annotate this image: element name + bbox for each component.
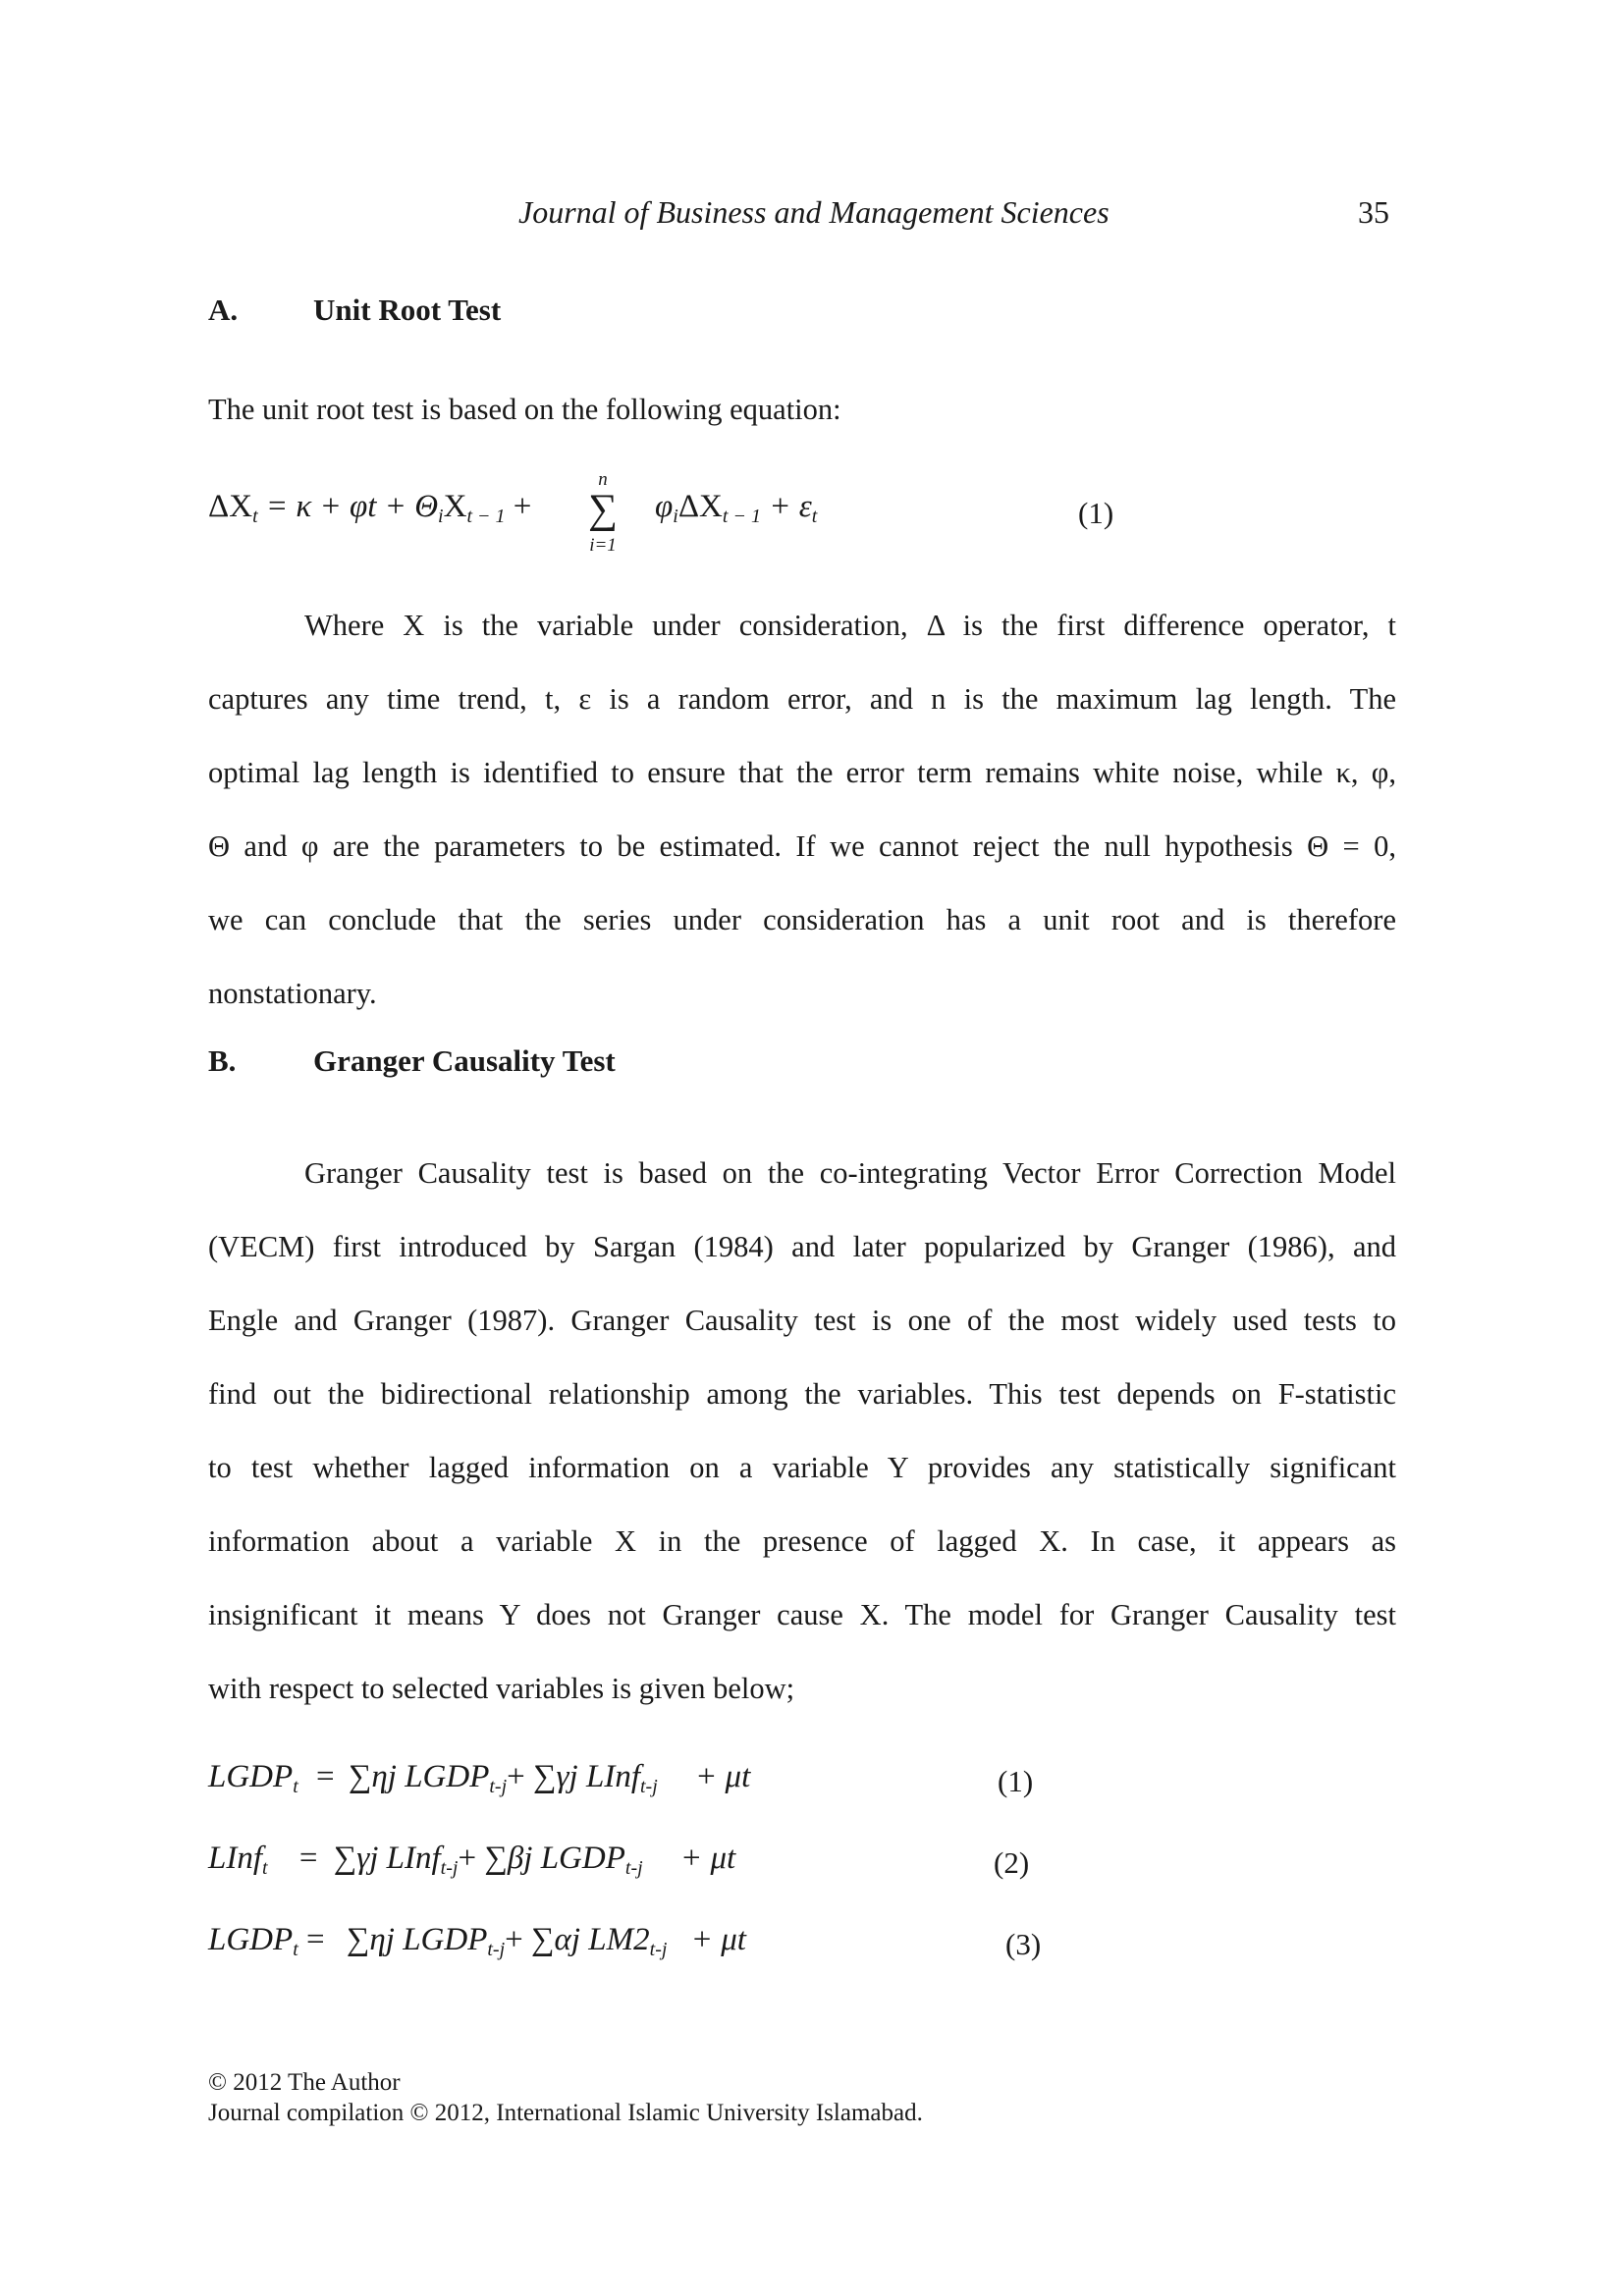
eq-tail-sub: t [811,506,818,527]
eq1-term2-sub: t-j [640,1776,658,1797]
section-a-intro: The unit root test is based on the following equation: [208,393,841,426]
unit-root-equation [208,489,531,528]
para-line: Θ and φ are the parameters to be estimated. If we cannot reject the null hypothesis Θ = 0, [208,829,1396,863]
para-line: Granger Causality test is based on the co-integrating Vector Error Correction Model [304,1156,1396,1190]
eq2-lhs-sub: t [262,1857,268,1879]
section-b-title: Granger Causality Test [313,1043,616,1078]
eq1-term1: ∑ηj LGDP [348,1759,490,1794]
eq2-term1-sub: t-j [440,1857,459,1879]
sum-lower-limit: i=1 [589,535,617,556]
granger-equation-2 [208,1841,735,1880]
eq-tail: + ε [760,489,812,524]
eq3-lhs-sub: t [293,1939,298,1960]
eq3-error: + μt [690,1922,746,1957]
para-line: nonstationary. [208,977,377,1010]
para-line: find out the bidirectional relationship among the variables. This test depends on F-statistic [208,1377,1396,1411]
section-a-heading [208,293,501,328]
eq1-error: + μt [695,1759,751,1794]
eq2-term2: ∑βj LGDP [484,1841,625,1876]
granger-equation-1-number: (1) [998,1764,1034,1798]
eq-phi-sub: i [673,506,678,527]
eq2-equals: = [298,1841,318,1876]
para-line: we can conclude that the series under consideration has a unit root and is therefore [208,903,1396,936]
section-b-paragraph [208,1137,1396,1726]
eq-phi: φ [655,489,674,524]
eq-rhs-part1: = κ + φt + Θ [265,489,439,524]
eq-theta-sub: i [438,506,444,527]
granger-equation-3 [208,1922,746,1961]
eq-x-sub: t − 1 [466,506,506,527]
para-line: to test whether lagged information on a variable Y provides any statistically significant [208,1451,1396,1484]
eq3-lhs: LGDP [208,1922,294,1957]
eq2-lhs: LInf [208,1841,263,1876]
eq2-term1: ∑γj LInf [333,1841,441,1876]
eq-delta-x: ΔX [677,489,723,524]
section-b-letter: B. [208,1043,237,1078]
eq2-plus: + [458,1841,477,1876]
eq2-error: + μt [679,1841,736,1876]
footer-copyright: © 2012 The Author [208,2069,401,2096]
para-line: captures any time trend, t, ε is a random error, and n is the maximum lag length. The [208,682,1396,716]
para-line: with respect to selected variables is given below; [208,1672,795,1705]
eq1-equals: = [316,1759,335,1794]
eq3-term1-sub: t-j [487,1939,506,1960]
unit-root-equation-tail [655,489,817,528]
footer-compilation: Journal compilation © 2012, International Islamic University Islamabad. [208,2100,923,2126]
page-number: 35 [1358,194,1389,230]
summation-sign: ∑ [588,487,618,532]
eq1-lhs: LGDP [208,1759,294,1794]
footer [208,2067,923,2128]
eq2-term2-sub: t-j [624,1857,643,1879]
granger-equation-3-number: (3) [1005,1927,1042,1961]
eq-lhs: ΔX [208,489,253,524]
section-a-paragraph [208,589,1396,1041]
sum-upper-limit: n [598,469,608,490]
eq3-term1: ∑ηj LGDP [346,1922,488,1957]
para-line: optimal lag length is identified to ensure that the error term remains white noise, while κ, φ, [208,756,1396,789]
eq1-plus: + [507,1759,525,1794]
granger-equation-1 [208,1759,750,1798]
section-b-heading [208,1043,616,1079]
para-line: insignificant it means Y does not Granger cause X. The model for Granger Causality test [208,1598,1396,1631]
section-a-letter: A. [208,293,239,327]
section-a-title: Unit Root Test [313,293,502,327]
para-line: information about a variable X in the presence of lagged X. In case, it appears as [208,1524,1396,1558]
eq3-term2-sub: t-j [649,1939,668,1960]
unit-root-equation-number: (1) [1078,496,1114,530]
eq-delta-x-sub: t − 1 [722,506,761,527]
eq3-equals: = [306,1922,325,1957]
para-line: Where X is the variable under consideration, Δ is the first difference operator, t [304,609,1396,642]
eq3-plus: + [505,1922,523,1957]
eq1-lhs-sub: t [293,1776,298,1797]
para-line: (VECM) first introduced by Sargan (1984) and later popularized by Granger (1986), and [208,1230,1396,1263]
granger-equation-2-number: (2) [994,1845,1030,1880]
eq-plus: + [505,489,532,524]
eq-lhs-sub: t [252,506,258,527]
running-head-journal-title: Journal of Business and Management Sciences [518,194,1109,230]
eq3-term2: ∑αj LM2 [531,1922,650,1957]
eq1-term1-sub: t-j [489,1776,508,1797]
eq1-term2: ∑γj LInf [533,1759,640,1794]
para-line: Engle and Granger (1987). Granger Causality test is one of the most widely used tests to [208,1304,1396,1337]
eq-x-term: X [443,489,467,524]
